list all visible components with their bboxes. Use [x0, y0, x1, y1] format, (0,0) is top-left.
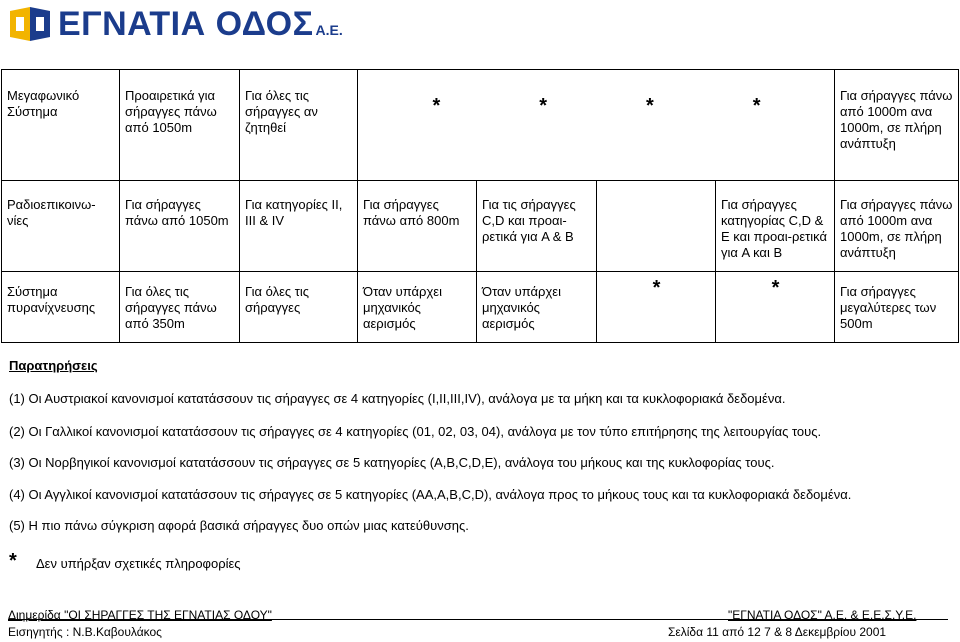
egnatia-logo-mark-icon	[8, 5, 52, 43]
table-cell: Για σήραγγες μεγαλύτερες των 500m	[835, 272, 959, 343]
table-row	[2, 181, 959, 272]
table-cell-merged	[358, 70, 835, 181]
logo-text: ΕΓΝΑΤΙΑ ΟΔΟΣ	[58, 5, 314, 43]
note-item: (2) Οι Γαλλικοί κανονισμοί κατατάσσουν τις σήραγγες σε 4 κατηγορίες (01, 02, 03, 04), ανάλογα με τον τύπο επιτήρησης της λειτουργίας τους.	[9, 424, 822, 439]
footer-divider	[8, 619, 948, 620]
table-cell: Για σήραγγες πάνω από 800m	[358, 181, 477, 272]
no-info-stars	[363, 88, 830, 117]
no-info-star: *	[432, 95, 441, 117]
no-info-star: *	[771, 277, 780, 299]
table-cell	[597, 181, 716, 272]
notes-title: Παρατηρήσεις	[9, 358, 98, 373]
header-logo	[8, 4, 343, 44]
footer-page-info: Σελίδα 11 από 12 7 & 8 Δεκεμβρίου 2001	[668, 625, 887, 639]
footer-organizers: "ΕΓΝΑΤΙΑ ΟΔΟΣ" Α.Ε. & Ε.Ε.Σ.Υ.Ε.	[728, 608, 917, 622]
table-cell: Ραδιοεπικοινω-νίες	[2, 181, 120, 272]
note-item: (4) Οι Αγγλικοί κανονισμοί κατατάσσουν τις σήραγγες σε 5 κατηγορίες (AA,A,B,C,D), ανάλογα προς το μήκους τους και τα κυκλοφοριακά δεδομένα.	[9, 487, 852, 502]
note-item: (5) Η πιο πάνω σύγκριση αφορά βασικά σήραγγες δυο οπών μιας κατεύθυνσης.	[9, 518, 469, 533]
footer-speaker: Εισηγητής : Ν.Β.Καβουλάκος	[8, 625, 162, 639]
table-row	[2, 70, 959, 181]
table-cell	[716, 272, 835, 343]
table-row	[2, 272, 959, 343]
table-cell: Για κατηγορίες II, III & IV	[240, 181, 358, 272]
table-cell: Όταν υπάρχει μηχανικός αερισμός	[358, 272, 477, 343]
table-cell: Προαιρετικά για σήραγγες πάνω από 1050m	[120, 70, 240, 181]
legend-star-text: Δεν υπήρξαν σχετικές πληροφορίες	[36, 556, 241, 571]
table-cell: Για σήραγγες πάνω από 1000m ανα 1000m, σε πλήρη ανάπτυξη	[835, 70, 959, 181]
note-item: (1) Οι Αυστριακοί κανονισμοί κατατάσσουν τις σήραγγες σε 4 κατηγορίες (I,II,III,IV), ανάλογα με τα μήκη και τα κυκλοφοριακά δεδομένα.	[9, 391, 786, 406]
table-cell: Όταν υπάρχει μηχανικός αερισμός	[477, 272, 597, 343]
table-cell: Για σήραγγες κατηγορίας C,D & E και προαι-ρετικά για A και B	[716, 181, 835, 272]
legend-star: *	[9, 550, 17, 572]
table-cell: Για όλες τις σήραγγες	[240, 272, 358, 343]
table-cell: Μεγαφωνικό Σύστημα	[2, 70, 120, 181]
table-cell	[597, 272, 716, 343]
logo-suffix: Α.Ε.	[315, 22, 343, 38]
table-cell: Για σήραγγες πάνω από 1050m	[120, 181, 240, 272]
table-cell: Για όλες τις σήραγγες πάνω από 350m	[120, 272, 240, 343]
table-cell: Σύστημα πυρανίχνευσης	[2, 272, 120, 343]
table-cell: Για όλες τις σήραγγες αν ζητηθεί	[240, 70, 358, 181]
table-cell: Για σήραγγες πάνω από 1000m ανα 1000m, σε πλήρη ανάπτυξη	[835, 181, 959, 272]
note-item: (3) Οι Νορβηγικοί κανονισμοί κατατάσσουν τις σήραγγες σε 5 κατηγορίες (A,B,C,D,E), ανάλογα του μήκους και της κυκλοφορίας τους.	[9, 455, 775, 470]
table-cell: Για τις σήραγγες C,D και προαι-ρετικά για A & B	[477, 181, 597, 272]
footer-event-title: Διημερίδα "ΟΙ ΣΗΡΑΓΓΕΣ ΤΗΣ ΕΓΝΑΤΙΑΣ ΟΔΟΥ"	[8, 608, 272, 622]
no-info-star: *	[539, 95, 548, 117]
no-info-star: *	[652, 277, 661, 299]
no-info-star: *	[645, 95, 654, 117]
tunnel-systems-table	[1, 69, 959, 343]
no-info-star: *	[752, 95, 761, 117]
